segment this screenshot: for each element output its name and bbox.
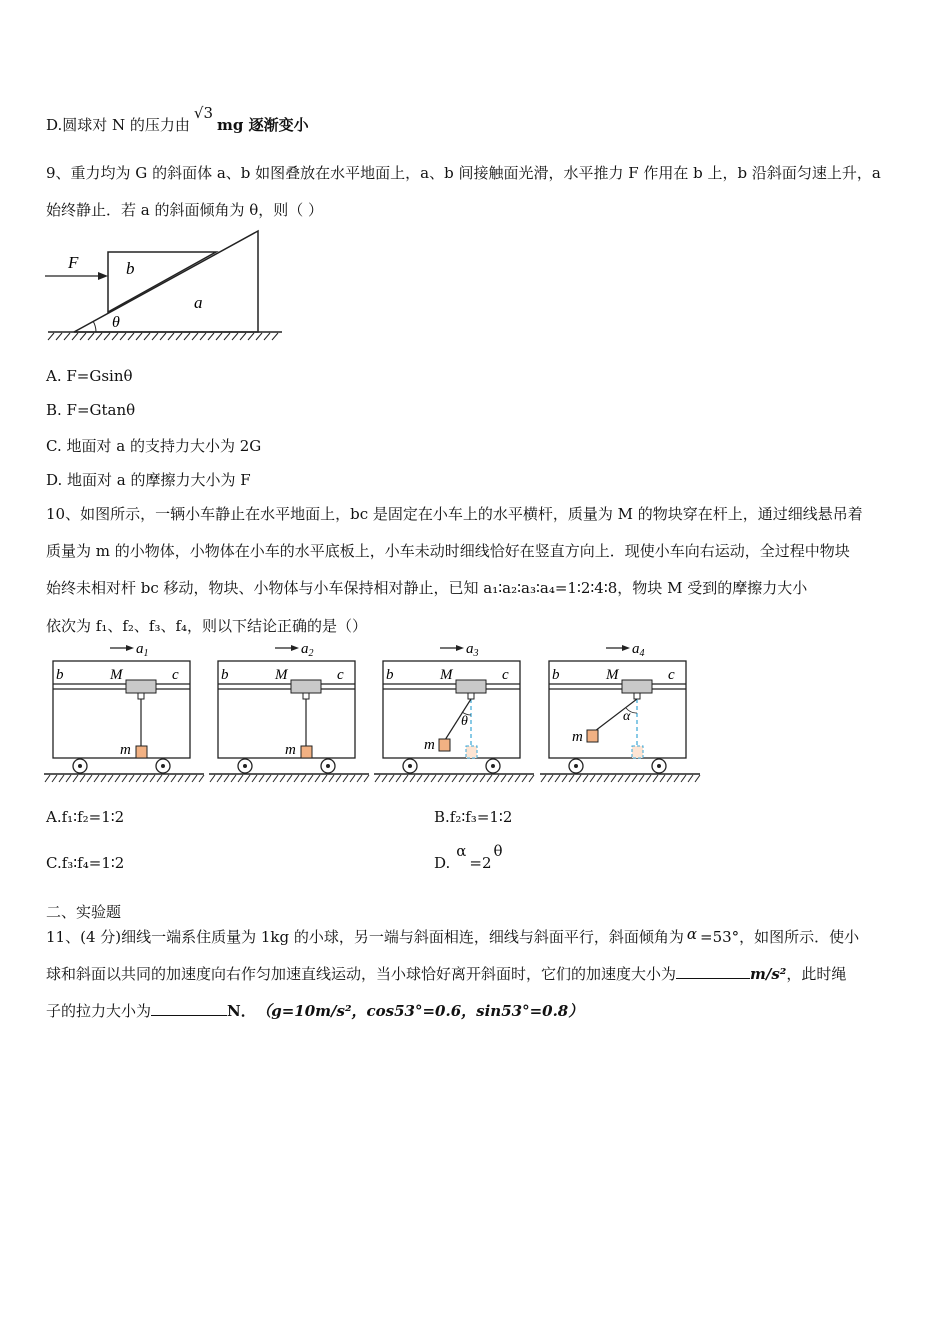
cart-4-b: b (552, 667, 560, 683)
cart-1-b: b (56, 667, 64, 683)
cart-2-c: c (337, 667, 344, 683)
q11-line-3 (46, 1000, 583, 1021)
q8-option-d (46, 104, 309, 135)
q11-given-values: （g=10m/s²，cos53°=0.6，sin53°=0.8） (263, 1002, 584, 1020)
q10-option-d (434, 842, 503, 872)
cart-4-c: c (668, 667, 675, 683)
cart-4-angle: α (623, 709, 631, 724)
cart-2 (209, 641, 369, 782)
q11-alpha: α (686, 925, 698, 943)
cart-2-M: M (275, 667, 288, 683)
q11-line-1 (46, 926, 859, 947)
cart-4-accel: $a_4$ (632, 641, 645, 659)
q10-carts-figure (44, 638, 710, 788)
theta-label: θ (112, 314, 120, 331)
q10-option-d-mid: =2 (469, 854, 492, 872)
cart-2-m: m (285, 742, 296, 758)
q10-line-1: 10、如图所示，一辆小车静止在水平地面上，bc 是固定在小车上的水平横杆，质量为 M 的物块穿在杆上，通过细线悬吊着 (46, 505, 863, 523)
cart-4 (540, 641, 700, 782)
q10-option-d-pre: D. (434, 854, 451, 872)
cart-3-b: b (386, 667, 394, 683)
q8-option-d-post: mg 逐渐变小 (217, 116, 309, 134)
sqrt3: √3 (193, 104, 214, 122)
cart-4-M: M (606, 667, 619, 683)
q11-line-1-b: =53°，如图所示．使小 (700, 928, 860, 946)
wedge-a-label: a (194, 293, 203, 312)
cart-1 (44, 641, 204, 782)
q11-blank-1 (676, 964, 750, 979)
q9-option-a: A. F=Gsinθ (46, 367, 133, 385)
q10-option-c: C.f₃∶f₄=1∶2 (46, 854, 125, 872)
section-title: 二、实验题 (46, 903, 122, 921)
block-b-label: b (126, 259, 135, 278)
q11-line-2-b: ，此时绳 (786, 965, 847, 983)
q11-line-2-a: 球和斜面以共同的加速度向右作匀加速直线运动，当小球恰好离开斜面时，它们的加速度大小为 (46, 965, 677, 983)
q10-line-2: 质量为 m 的小物体，小物体在小车的水平底板上，小车未动时细线恰好在竖直方向上．现使小车向右运动，全过程中物块 (46, 542, 850, 560)
q9-option-c: C. 地面对 a 的支持力大小为 2G (46, 437, 262, 455)
q11-line-3-a: 子的拉力大小为 (46, 1002, 152, 1020)
cart-3-c: c (502, 667, 509, 683)
q10-option-d-theta: θ (493, 842, 503, 860)
cart-1-c: c (172, 667, 179, 683)
q10-option-a: A.f₁∶f₂=1∶2 (46, 808, 125, 826)
cart-1-M: M (110, 667, 123, 683)
cart-2-accel: $a_2$ (301, 641, 314, 659)
q10-option-d-alpha: α (456, 842, 467, 860)
force-label: F (68, 253, 79, 272)
q11-unit-1: m/s² (750, 965, 787, 983)
q11-unit-2: N． (227, 1002, 256, 1020)
q10-line-4: 依次为 f₁、f₂、f₃、f₄，则以下结论正确的是（） (46, 617, 368, 635)
q9-line-1: 9、重力均为 G 的斜面体 a、b 如图叠放在水平地面上，a、b 间接触面光滑，水平推力 F 作用在 b 上，b 沿斜面匀速上升，a (46, 164, 881, 182)
q10-line-3: 始终未相对杆 bc 移动，物块、小物体与小车保持相对静止，已知 a₁∶a₂∶a₃∶a₄=1∶2∶4∶8，物块 M 受到的摩擦力大小 (46, 579, 808, 597)
cart-1-m: m (120, 742, 131, 758)
q9-option-b: B. F=Gtanθ (46, 401, 136, 419)
q8-option-d-pre: D.圆球对 N 的压力由 (46, 116, 190, 134)
cart-2-b: b (221, 667, 229, 683)
q11-blank-2 (151, 1001, 227, 1016)
q10-option-b: B.f₂∶f₃=1∶2 (434, 808, 513, 826)
q9-option-d: D. 地面对 a 的摩擦力大小为 F (46, 471, 251, 489)
wedge-a (74, 231, 258, 332)
cart-4-m: m (572, 729, 583, 745)
cart-3-m: m (424, 737, 435, 753)
cart-1-accel: $a_1$ (136, 641, 149, 659)
q9-line-2: 始终静止．若 a 的斜面倾角为 θ，则（ ） (46, 201, 324, 219)
q11-line-1-a: 11、(4 分)细线一端系住质量为 1kg 的小球，另一端与斜面相连，细线与斜面平行，斜面倾角为 (46, 928, 684, 946)
cart-3 (374, 641, 534, 782)
cart-3-accel: $a_3$ (466, 641, 479, 659)
q9-figure (40, 226, 290, 346)
q11-line-2 (46, 963, 846, 984)
cart-3-angle: θ (461, 714, 468, 729)
cart-3-M: M (440, 667, 453, 683)
